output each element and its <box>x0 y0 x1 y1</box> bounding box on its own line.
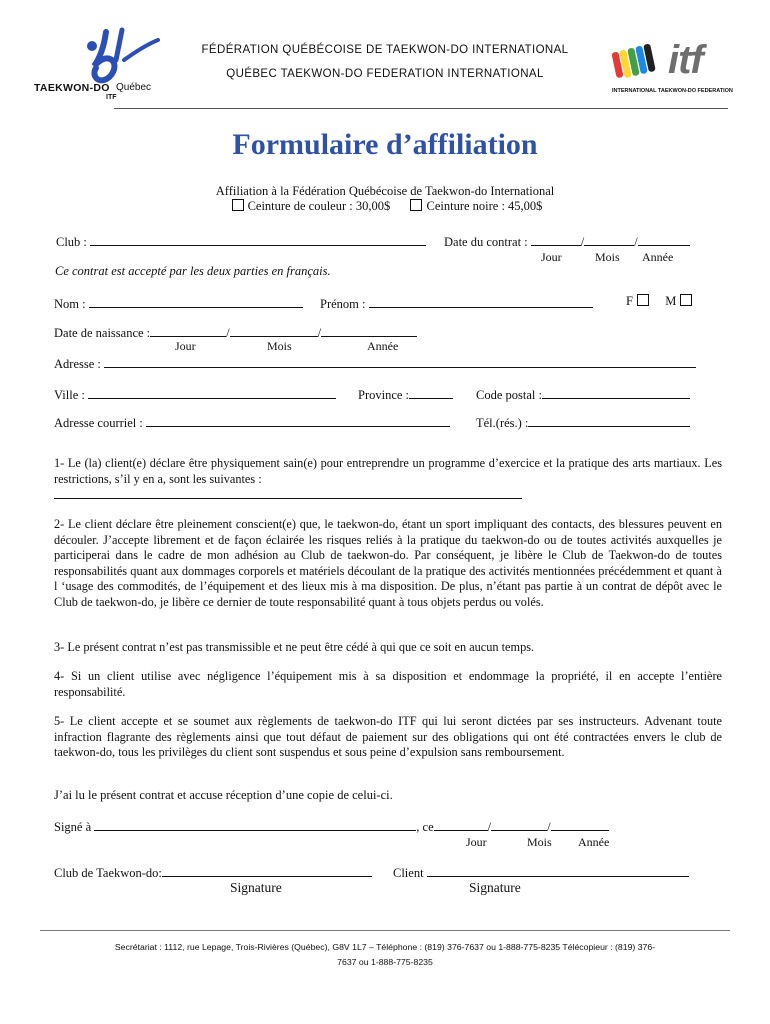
date-contrat-label: Date du contrat : <box>444 235 528 249</box>
nom-field[interactable] <box>89 296 303 308</box>
province-row <box>358 387 453 403</box>
naissance-annee-field[interactable] <box>321 325 417 337</box>
clause-5: 5- Le client accepte et se soumet aux règlements de taekwon-do ITF qui lui seront dictées par ses instructeurs. Advenant toute infraction flagrante des règlements ainsi que tout défaut de paiement sur des obligations qui ont été contractées envers le club de taekwon-do, tous les privilèges du client sont suspendus et sous peine d’expulsion sans remboursement. <box>54 714 722 759</box>
date-contrat-row: Date du contrat : / / <box>444 234 690 250</box>
naissance-row: Date de naissance : / / <box>54 325 417 341</box>
ville-label: Ville : <box>54 388 85 402</box>
option-couleur-label: Ceinture de couleur : 30,00$ <box>247 199 391 213</box>
sexe-row <box>626 294 696 309</box>
restrictions-field[interactable] <box>54 498 522 499</box>
naissance-annee-caption: Année <box>367 339 399 353</box>
naissance-jour-caption: Jour <box>175 339 196 353</box>
nom-row <box>54 296 303 312</box>
club-label: Club : <box>56 235 87 249</box>
client-signature-label: Client <box>393 866 424 880</box>
signe-mois-caption: Mois <box>527 835 552 849</box>
signe-annee-field[interactable] <box>551 819 609 831</box>
m-label: M <box>665 294 677 308</box>
clause-2: 2- Le client déclare être pleinement conscient(e) que, le taekwon-do, étant un sport impliquant des contacts, des blessures peuvent en découler. J’accepte librement et de façon éclairée les risques reliés à la pratique du taekwon-do ou de toutes activités auxquelles je participerai dans le cadre de mon adhésion au Club de taekwon-do. Par conséquent, je libère le Club de Taekwon-do de toutes responsabilités quant aux dommages corporels et matériels découlant de la pratique des activités mentionnées précédemment et quant à l ‘usage des commodités, de l’équipement et des lieux mis à ma disposition. De plus, n’étant pas partie à un contrat de dépôt avec le Club de taekwon-do, je libère ce dernier de toute responsabilité quant à tous objets perdus ou volés. <box>54 517 722 609</box>
footer-divider <box>40 930 730 931</box>
client-signature-field[interactable] <box>427 865 689 877</box>
checkbox-m[interactable] <box>680 294 692 306</box>
code-postal-label: Code postal : <box>476 388 542 402</box>
courriel-row <box>54 415 450 431</box>
acknowledge-text: J’ai lu le présent contrat et accuse réception d’une copie de celui-ci. <box>54 788 393 802</box>
option-noire-label: Ceinture noire : 45,00$ <box>426 199 543 213</box>
club-signature-field[interactable] <box>162 865 372 877</box>
adresse-label: Adresse : <box>54 357 101 371</box>
date-contrat-jour-field[interactable] <box>531 234 581 246</box>
club-row <box>56 234 426 250</box>
tkd-quebec-logo <box>34 26 164 106</box>
adresse-field[interactable] <box>104 356 696 368</box>
checkbox-ceinture-noire[interactable] <box>410 199 422 211</box>
ville-row <box>54 387 336 403</box>
header-line-2: QUÉBEC TAEKWON-DO FEDERATION INTERNATIONAL <box>226 68 544 80</box>
signe-mois-field[interactable] <box>491 819 547 831</box>
courriel-field[interactable] <box>146 415 450 427</box>
signe-lieu-field[interactable] <box>94 819 416 831</box>
clause-1: 1- Le (la) client(e) déclare être physiquement sain(e) pour entreprendre un programme d’exercice et la pratique des arts martiaux. Les restrictions, s’il y en a, sont les suivantes : <box>54 456 722 486</box>
club-field[interactable] <box>90 234 426 246</box>
naissance-mois-field[interactable] <box>230 325 318 337</box>
itf-logo-caption: INTERNATIONAL TAEKWON-DO FEDERATION <box>612 88 733 94</box>
prenom-field[interactable] <box>369 296 593 308</box>
contrat-jour-caption: Jour <box>541 250 562 264</box>
date-contrat-mois-field[interactable] <box>584 234 634 246</box>
signe-label: Signé à <box>54 820 92 834</box>
footer-line-2: 7637 ou 1-888-775-8235 <box>337 957 433 967</box>
club-signature-label: Club de Taekwon-do: <box>54 866 162 880</box>
signe-jour-field[interactable] <box>434 819 488 831</box>
courriel-label: Adresse courriel : <box>54 416 143 430</box>
tkd-quebec-logo-art <box>34 26 164 106</box>
province-field[interactable] <box>409 387 453 399</box>
logo-region: Québec <box>116 82 152 93</box>
page-title: Formulaire d’affiliation <box>232 128 538 161</box>
affiliation-options <box>0 199 770 214</box>
naissance-jour-field[interactable] <box>150 325 226 337</box>
clause-3: 3- Le présent contrat n’est pas transmissible et ne peut être cédé à qui que ce soit en aucun temps. <box>54 640 535 654</box>
signe-jour-caption: Jour <box>466 835 487 849</box>
contrat-annee-caption: Année <box>642 250 674 264</box>
affiliation-line: Affiliation à la Fédération Québécoise de Taekwon-do International <box>215 184 555 198</box>
nom-label: Nom : <box>54 297 86 311</box>
footer-line-1: Secrétariat : 1112, rue Lepage, Trois-Rivières (Québec), G8V 1L7 – Téléphone : (819) 376-7637 ou 1-888-775-8235 Télécopieur : (819) 376- <box>114 942 656 952</box>
ville-field[interactable] <box>88 387 336 399</box>
client-signature-caption: Signature <box>469 880 521 895</box>
adresse-row <box>54 356 696 372</box>
code-postal-field[interactable] <box>542 387 690 399</box>
logo-sub: ITF <box>106 94 117 101</box>
club-signature-row <box>54 865 372 881</box>
province-label: Province : <box>358 388 410 402</box>
tel-label: Tél.(rés.) : <box>476 416 529 430</box>
code-postal-row <box>476 387 690 403</box>
signe-row: Signé à , ce / / <box>54 819 609 835</box>
club-signature-caption: Signature <box>230 880 282 895</box>
client-signature-row <box>393 865 689 881</box>
contract-note: Ce contrat est accepté par les deux parties en français. <box>55 264 331 278</box>
date-contrat-annee-field[interactable] <box>638 234 690 246</box>
tel-field[interactable] <box>528 415 690 427</box>
header-line-1: FÉDÉRATION QUÉBÉCOISE DE TAEKWON-DO INTERNATIONAL <box>201 44 569 56</box>
naissance-mois-caption: Mois <box>267 339 292 353</box>
naissance-label: Date de naissance : <box>54 326 151 340</box>
checkbox-ceinture-couleur[interactable] <box>232 199 244 211</box>
checkbox-f[interactable] <box>637 294 649 306</box>
prenom-label: Prénom : <box>320 297 366 311</box>
itf-logo <box>610 38 735 98</box>
signe-annee-caption: Année <box>578 835 610 849</box>
prenom-row <box>320 296 593 312</box>
itf-logo-text: itf <box>668 38 703 82</box>
logo-name: TAEKWON-DO <box>34 82 110 94</box>
f-label: F <box>626 294 633 308</box>
tel-row <box>476 415 690 431</box>
clause-4: 4- Si un client utilise avec négligence l’équipement mis à sa disposition et endommage la propriété, il en accepte l’entière responsabilité. <box>54 669 722 699</box>
ce-label: , ce <box>416 820 434 834</box>
header-divider <box>114 108 728 109</box>
contrat-mois-caption: Mois <box>595 250 620 264</box>
